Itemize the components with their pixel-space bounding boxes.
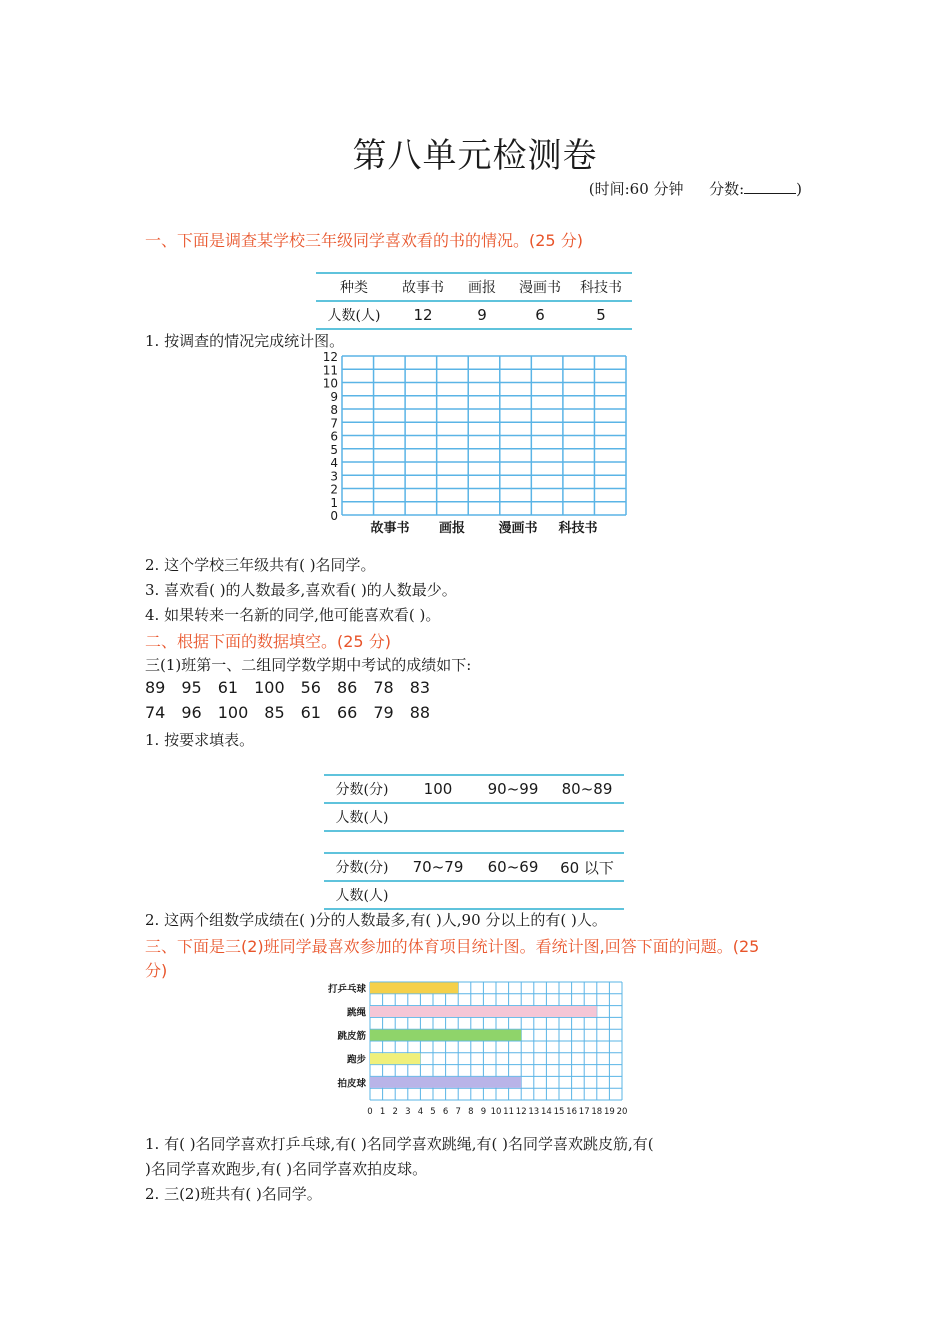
x-tick-label: 19 (603, 1107, 615, 1117)
score-value: 96 (181, 703, 202, 722)
score-value: 61 (300, 703, 321, 722)
x-category-label: 科技书 (558, 521, 598, 536)
score-row-2 (145, 703, 446, 722)
y-tick-label: 5 (330, 442, 338, 457)
x-tick-label: 5 (430, 1107, 436, 1117)
score-value: 83 (409, 678, 431, 697)
score-value: 74 (145, 703, 166, 722)
x-tick-label: 12 (515, 1107, 527, 1117)
answer-cell[interactable] (476, 881, 550, 909)
table-row-label: 分数(分) (324, 853, 400, 881)
x-tick-label: 14 (540, 1107, 552, 1117)
y-tick-label: 1 (330, 495, 338, 510)
table-header-cell: 70~79 (400, 853, 476, 881)
bar (370, 982, 458, 993)
y-tick-label: 3 (330, 469, 338, 484)
score-value: 100 (217, 703, 249, 722)
bar (370, 1006, 597, 1017)
answer-cell[interactable] (400, 881, 476, 909)
table-cell: 6 (510, 301, 570, 329)
x-tick-label: 1 (379, 1107, 386, 1117)
table-header-cell: 画报 (454, 273, 510, 301)
table-header-cell: 100 (400, 775, 476, 803)
x-tick-label: 15 (553, 1107, 565, 1117)
table-cell: 9 (454, 301, 510, 329)
score-value: 89 (145, 678, 166, 697)
bar (370, 1053, 420, 1064)
s2-question-2: 2. 这两个组数学成绩在( )分的人数最多,有( )人,90 分以上的有( )人。 (145, 911, 607, 929)
s1-question-3: 3. 喜欢看( )的人数最多,喜欢看( )的人数最少。 (145, 581, 457, 599)
meta-close: ) (796, 180, 802, 198)
table-cell: 12 (392, 301, 454, 329)
x-tick-label: 7 (455, 1107, 461, 1117)
x-tick-label: 18 (591, 1107, 603, 1117)
y-tick-label: 4 (330, 456, 338, 470)
book-bar-chart-grid[interactable] (318, 350, 638, 540)
table-header-cell: 故事书 (392, 273, 454, 301)
x-tick-label: 3 (405, 1107, 411, 1117)
bar (370, 1030, 521, 1041)
table-header-cell: 60~69 (476, 853, 550, 881)
s3-question-2: 2. 三(2)班共有( )名同学。 (145, 1185, 322, 1203)
score-value: 86 (336, 678, 358, 697)
x-category-label: 画报 (438, 521, 466, 536)
s1-question-2: 2. 这个学校三年级共有( )名同学。 (145, 556, 376, 574)
x-tick-label: 17 (578, 1107, 590, 1117)
exam-meta (589, 178, 802, 199)
score-blank[interactable] (744, 180, 796, 194)
table-header-cell: 种类 (316, 273, 392, 301)
x-tick-label: 11 (503, 1107, 515, 1117)
table-header-cell: 科技书 (570, 273, 632, 301)
score-value: 61 (217, 678, 239, 697)
y-tick-label: 9 (330, 389, 338, 404)
table-header-cell: 90~99 (476, 775, 550, 803)
answer-cell[interactable] (550, 881, 624, 909)
s3-question-1: 1. 有( )名同学喜欢打乒乓球,有( )名同学喜欢跳绳,有( )名同学喜欢跳皮筋,有( (145, 1135, 654, 1153)
x-tick-label: 6 (442, 1107, 449, 1117)
table-header-cell: 漫画书 (510, 273, 570, 301)
answer-cell[interactable] (476, 803, 550, 831)
x-tick-label: 9 (480, 1107, 487, 1117)
table-header-cell: 80~89 (550, 775, 624, 803)
score-value: 88 (409, 703, 431, 722)
y-category-label: 打乒乓球 (327, 983, 366, 995)
y-category-label: 跳绳 (346, 1007, 366, 1019)
x-tick-label: 0 (367, 1107, 373, 1117)
y-tick-label: 0 (330, 509, 338, 523)
score-value: 78 (373, 678, 394, 697)
y-tick-label: 10 (322, 376, 338, 391)
table-row-label: 分数(分) (324, 775, 400, 803)
y-tick-label: 2 (330, 482, 338, 497)
s3-question-1-cont: )名同学喜欢跑步,有( )名同学喜欢拍皮球。 (145, 1160, 428, 1178)
score-table-1 (324, 774, 624, 832)
score-value: 100 (254, 678, 285, 697)
section-2-heading: 二、根据下面的数据填空。(25 分) (145, 632, 391, 651)
section-3-heading-cont: 分) (145, 961, 168, 980)
y-tick-label: 6 (330, 429, 338, 444)
score-value: 66 (336, 703, 358, 722)
time-limit: (时间:60 分钟 (588, 180, 684, 198)
score-value: 95 (181, 678, 202, 697)
table-cell: 5 (570, 301, 632, 329)
bar (370, 1077, 521, 1088)
section-3-heading: 三、下面是三(2)班同学最喜欢参加的体育项目统计图。看统计图,回答下面的问题。(25 (145, 937, 760, 956)
score-table-2 (324, 852, 624, 910)
y-category-label: 跳皮筋 (337, 1031, 366, 1043)
x-category-label: 漫画书 (498, 521, 538, 536)
x-tick-label: 8 (468, 1107, 474, 1117)
s2-intro: 三(1)班第一、二组同学数学期中考试的成绩如下: (145, 656, 472, 674)
score-value: 79 (373, 703, 394, 722)
answer-cell[interactable] (400, 803, 476, 831)
table-row-label: 人数(人) (316, 301, 392, 329)
table-header-cell: 60 以下 (550, 853, 624, 881)
y-tick-label: 8 (330, 403, 338, 417)
y-category-label: 拍皮球 (337, 1078, 366, 1090)
x-tick-label: 4 (417, 1107, 424, 1117)
score-value: 56 (300, 678, 321, 697)
book-survey-table (316, 272, 632, 330)
score-label: 分数: (709, 180, 745, 198)
s1-question-1: 1. 按调查的情况完成统计图。 (145, 332, 345, 350)
score-value: 85 (264, 703, 285, 722)
table-row-label: 人数(人) (324, 803, 400, 831)
y-tick-label: 7 (330, 416, 338, 431)
y-tick-label: 11 (322, 363, 338, 378)
x-tick-label: 13 (528, 1107, 540, 1117)
x-tick-label: 2 (392, 1107, 398, 1117)
x-tick-label: 20 (616, 1107, 628, 1117)
table-row-label: 人数(人) (324, 881, 400, 909)
x-tick-label: 16 (566, 1107, 578, 1117)
x-category-label: 故事书 (370, 521, 410, 536)
x-tick-label: 10 (490, 1107, 502, 1117)
s2-question-1: 1. 按要求填表。 (145, 731, 255, 749)
chart-grid (342, 356, 626, 515)
s1-question-4: 4. 如果转来一名新的同学,他可能喜欢看( )。 (145, 606, 441, 624)
answer-cell[interactable] (550, 803, 624, 831)
y-tick-label: 12 (322, 350, 338, 364)
page-title: 第八单元检测卷 (352, 136, 598, 176)
y-category-label: 跑步 (346, 1054, 366, 1066)
section-1-heading: 一、下面是调查某学校三年级同学喜欢看的书的情况。(25 分) (145, 231, 583, 250)
sports-bar-chart (318, 976, 638, 1120)
score-row-1 (145, 678, 446, 697)
